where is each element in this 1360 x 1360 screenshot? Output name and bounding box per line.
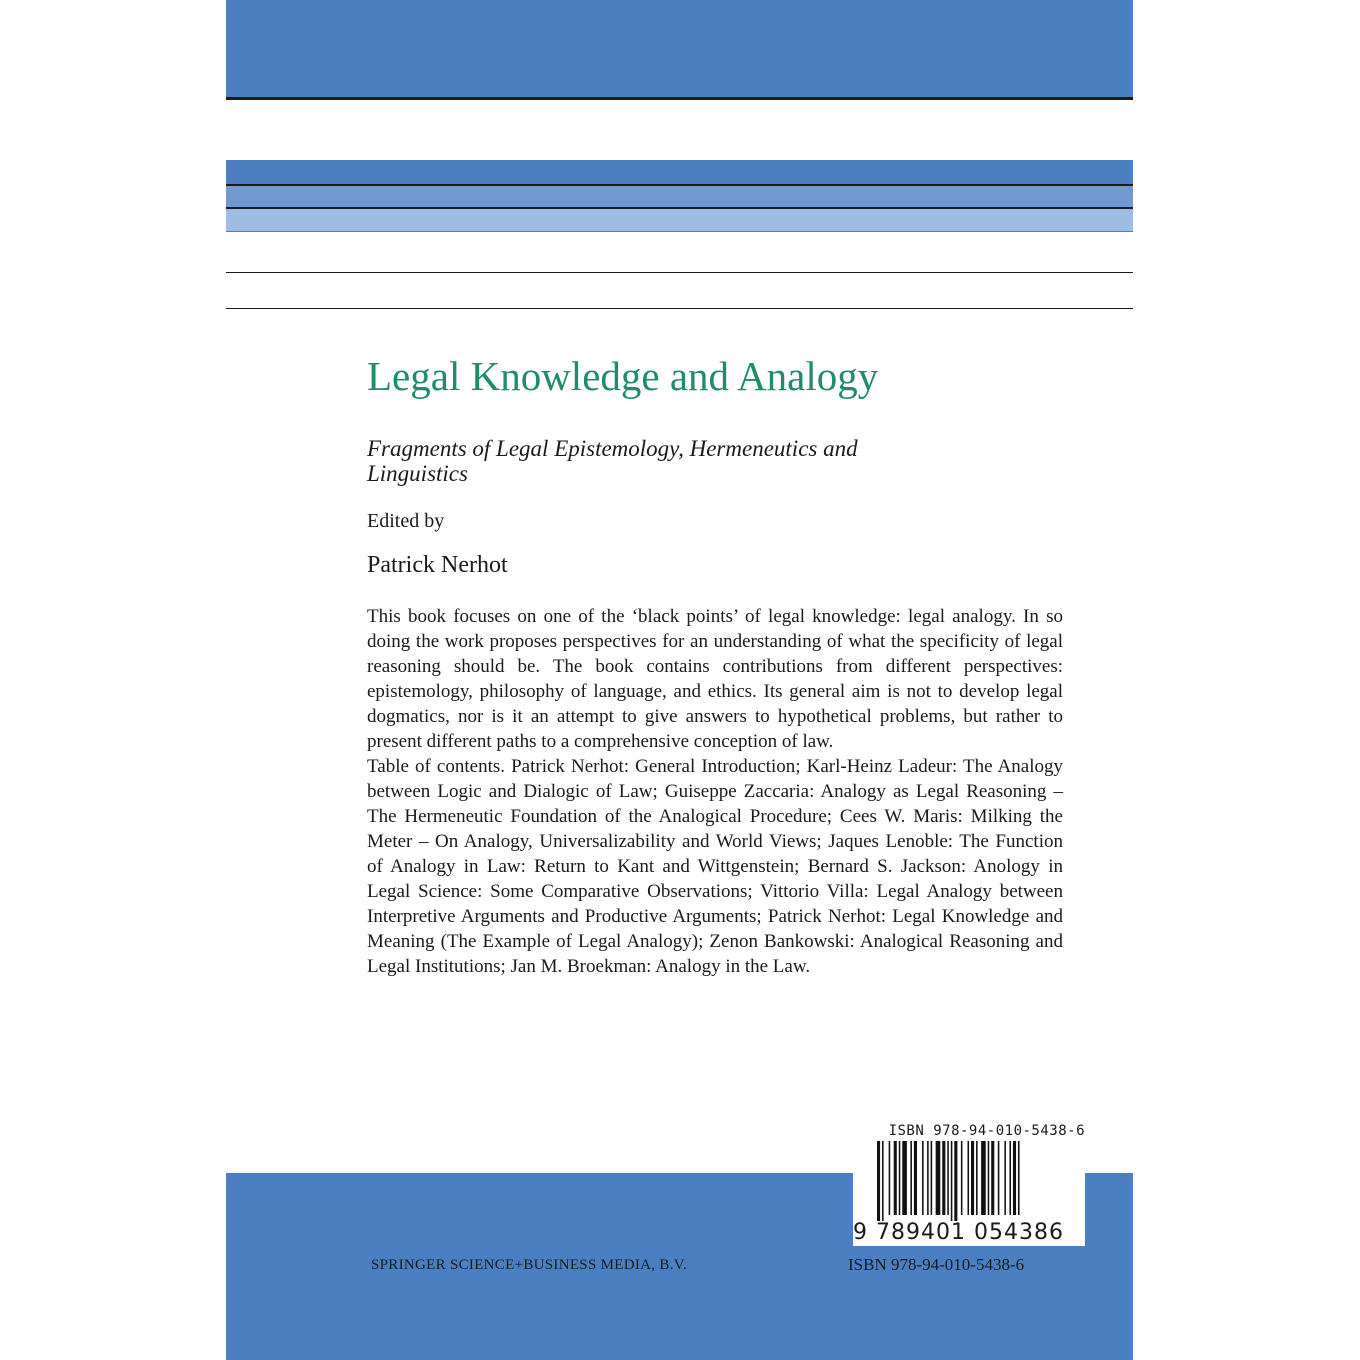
isbn-footer: ISBN 978-94-010-5438-6 xyxy=(848,1255,1025,1274)
edited-by-label: Edited by xyxy=(367,510,445,532)
publisher-name: SPRINGER SCIENCE+BUSINESS MEDIA, B.V. xyxy=(371,1257,687,1273)
book-title: Legal Knowledge and Analogy xyxy=(367,353,879,399)
barcode-bar xyxy=(927,1141,929,1215)
editor-name: Patrick Nerhot xyxy=(367,552,508,578)
barcode-bar xyxy=(954,1141,957,1221)
barcode-bar xyxy=(947,1141,949,1215)
barcode-digits: 9 789401 054386 xyxy=(853,1220,1064,1245)
barcode-bar xyxy=(899,1141,901,1215)
blue-stripe xyxy=(226,209,1133,231)
barcode-bar xyxy=(991,1141,994,1215)
barcode-bar xyxy=(971,1141,974,1215)
book-back-cover xyxy=(226,0,1133,1360)
barcode-bar xyxy=(942,1141,945,1215)
barcode-bar xyxy=(922,1141,924,1215)
barcode-bar xyxy=(998,1141,1000,1215)
blurb xyxy=(367,604,1063,979)
barcode-isbn-label: ISBN 978-94-010-5438-6 xyxy=(888,1123,1085,1139)
divider-line xyxy=(226,272,1133,273)
barcode-bar xyxy=(894,1141,897,1215)
barcode-bar xyxy=(914,1141,917,1215)
divider-line xyxy=(226,308,1133,309)
barcode-bar xyxy=(988,1141,990,1215)
barcode-bar xyxy=(981,1141,986,1215)
book-subtitle: Fragments of Legal Epistemology, Hermeneutics and Linguistics xyxy=(367,436,858,486)
barcode-bar xyxy=(961,1141,963,1215)
barcode-icon xyxy=(853,1141,1085,1221)
barcode-bar xyxy=(976,1141,978,1215)
barcode-bar xyxy=(1013,1141,1016,1215)
barcode-block xyxy=(853,1123,1085,1246)
description-text: This book focuses on one of the ‘black points’ of legal knowledge: legal analogy. In so doing the work proposes perspectives for an understanding of what the specificity of legal reasoning should be. The book contains contributions from different perspectives: epistemology, philosophy of language, and ethics. Its general aim is not to develop legal dogmatics, nor is it an attempt to give answers to hypothetical problems, but rather to present different paths to a comprehensive conception of law. xyxy=(367,606,1063,752)
blue-stripe xyxy=(226,160,1133,184)
blue-stripe xyxy=(226,186,1133,207)
barcode-bar xyxy=(951,1141,953,1221)
barcode-bar xyxy=(902,1141,907,1215)
barcode-bar xyxy=(877,1141,880,1221)
table-of-contents-text: Table of contents. Patrick Nerhot: General Introduction; Karl-Heinz Ladeur: The Analogy between Logic and Dialogic of Law; Guiseppe Zaccaria: Analogy as Legal Reasoning – The Hermeneutic Foundation of the Analogical Procedure; Cees W. Maris: Milking the Meter – On Analogy, Universalizability and World Views; Jaques Lenoble: The Function of Analogy in Law: Return to Kant and Wittgenstein; Bernard S. Jackson: Anology in Legal Science: Some Comparative Observations; Vittorio Villa: Legal Analogy between Interpretive Arguments and Productive Arguments; Patrick Nerhot: Legal Knowledge and Meaning (The Example of Legal Analogy); Zenon Bankowski: Analogical Reasoning and Legal Institutions; Jan M. Broekman: Analogy in the Law. xyxy=(367,756,1063,977)
barcode-bar xyxy=(968,1141,970,1215)
barcode-bar xyxy=(889,1141,891,1215)
barcode-bar xyxy=(1004,1141,1006,1215)
barcode-bar xyxy=(931,1141,933,1215)
barcode-bar xyxy=(882,1141,884,1221)
divider-line xyxy=(226,97,1133,100)
top-blue-band xyxy=(226,0,1133,97)
barcode-bar xyxy=(1009,1141,1011,1215)
divider-line xyxy=(226,231,1133,232)
barcode-bar xyxy=(910,1141,912,1215)
barcode-bar xyxy=(1018,1141,1020,1215)
barcode-bar xyxy=(936,1141,941,1215)
